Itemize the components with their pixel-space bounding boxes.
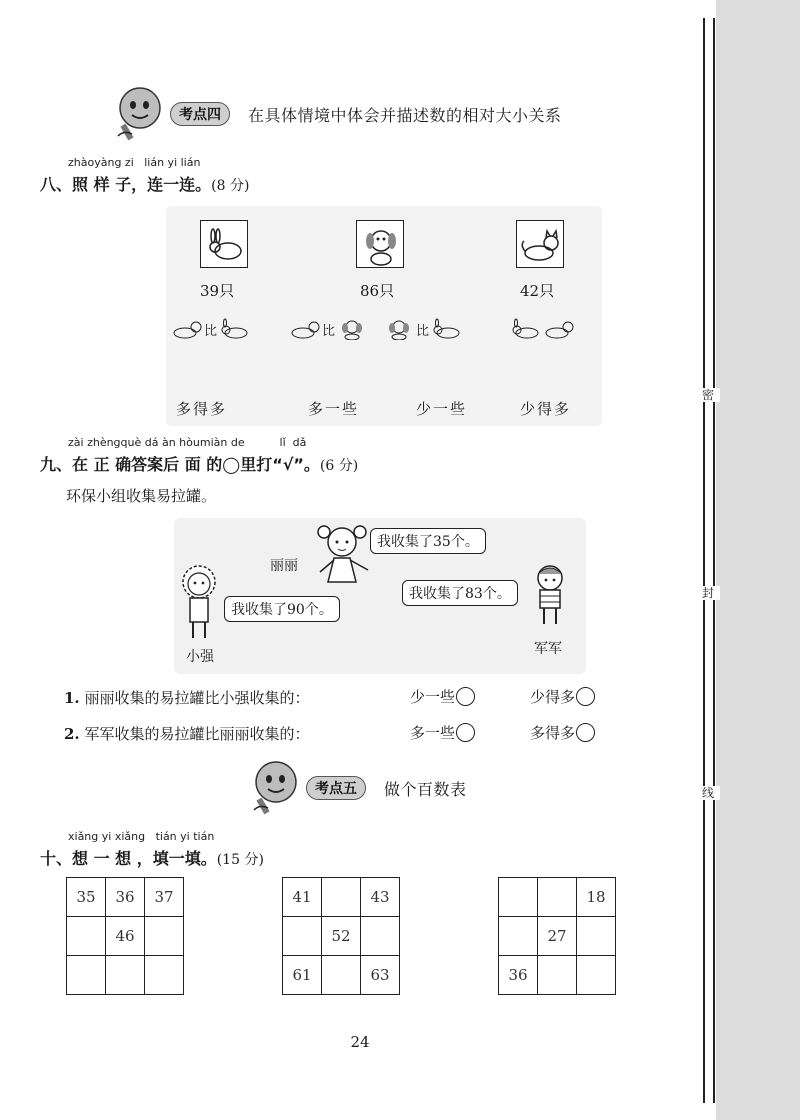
boy-xiaoqiang-icon — [176, 560, 222, 642]
answer-circle[interactable] — [576, 723, 595, 742]
grid-cell-blank[interactable] — [577, 956, 616, 995]
option-label: 多一些 — [410, 724, 456, 742]
cat-small-icon — [288, 318, 322, 340]
q8-pinyin: zhàoyàng zi lián yi lián — [68, 156, 201, 169]
q8-heading — [40, 172, 249, 195]
cat-icon — [517, 221, 565, 269]
q9-score: (6 分) — [319, 458, 359, 474]
binding-margin — [716, 0, 800, 1120]
option-label: 少得多 — [530, 688, 576, 706]
cat-box — [516, 220, 564, 268]
grid-cell-blank[interactable] — [538, 956, 577, 995]
option-much-less — [530, 686, 595, 707]
cat-small-icon — [170, 318, 204, 340]
rabbit-box — [200, 220, 248, 268]
kid-name-xiaoqiang: 小强 — [186, 649, 214, 665]
rabbit-small-icon — [217, 318, 251, 340]
grid-cell-blank[interactable] — [538, 878, 577, 917]
answer-option: 多得多 — [176, 400, 228, 418]
grid-cell-blank[interactable] — [361, 917, 400, 956]
rabbit-icon — [201, 221, 249, 269]
q8-label: 八、照 样 子，连一连。 — [40, 175, 212, 194]
margin-seal-feng: 封 — [696, 586, 720, 600]
compare-example — [170, 318, 251, 340]
pencil-mascot-icon — [110, 86, 166, 142]
grid-cell-blank[interactable] — [67, 956, 106, 995]
q9-heading — [40, 452, 358, 475]
topic-tag: 考点四 — [170, 102, 230, 126]
option-more-some — [410, 722, 475, 743]
grid-cell: 61 — [283, 956, 322, 995]
dog-count: 86只 — [360, 282, 395, 300]
grid-cell: 63 — [361, 956, 400, 995]
margin-seal-xian: 线 — [696, 786, 720, 800]
grid-cell-blank[interactable] — [577, 917, 616, 956]
answer-circle[interactable] — [456, 687, 475, 706]
cat-count: 42只 — [520, 282, 555, 300]
q9-intro: 环保小组收集易拉罐。 — [66, 487, 217, 505]
topic-tag: 考点五 — [306, 776, 366, 800]
speech-bubble-xiaoqiang: 我收集了90个。 — [224, 596, 340, 622]
grid-cell-blank[interactable] — [499, 917, 538, 956]
kid-name-junjun: 军军 — [534, 641, 562, 657]
topic-banner-5 — [246, 760, 467, 816]
margin-seal-mi: 密 — [696, 388, 720, 402]
dog-small-icon — [335, 318, 369, 340]
subquestion-text: 军军收集的易拉罐比丽丽收集的： — [84, 725, 310, 743]
pencil-mascot-icon — [246, 760, 302, 816]
q10-label: 十、想 一 想 ，填一填。 — [40, 849, 217, 868]
answer-circle[interactable] — [456, 723, 475, 742]
grid-cell-blank[interactable] — [145, 917, 184, 956]
compare-rabbit-dog — [288, 318, 369, 340]
answer-option: 多一些 — [308, 400, 360, 418]
margin-rule — [713, 18, 715, 1103]
compare-dog-rabbit — [382, 318, 463, 340]
grid-cell: 52 — [322, 917, 361, 956]
topic-banner-4 — [110, 86, 562, 142]
subquestion-number: 2. — [64, 725, 80, 743]
option-label: 多得多 — [530, 724, 576, 742]
grid-cell: 46 — [106, 917, 145, 956]
grid-cell-blank[interactable] — [145, 956, 184, 995]
grid-cell-blank[interactable] — [322, 878, 361, 917]
speech-bubble-junjun: 我收集了83个。 — [402, 580, 518, 606]
hundred-grid-3 — [498, 877, 616, 995]
compare-word: 比 — [204, 323, 218, 339]
grid-cell-blank[interactable] — [499, 878, 538, 917]
option-label: 少一些 — [410, 688, 456, 706]
girl-lili-icon — [312, 520, 376, 596]
answer-option: 少得多 — [520, 400, 572, 418]
kid-name-lili: 丽丽 — [270, 558, 298, 574]
grid-cell-blank[interactable] — [106, 956, 145, 995]
q8-score: (8 分) — [211, 178, 250, 194]
subquestion-number: 1. — [64, 689, 80, 707]
topic-title: 做个百数表 — [384, 779, 467, 799]
compare-word: 比 — [322, 323, 336, 339]
boy-junjun-icon — [530, 562, 570, 628]
topic-title: 在具体情境中体会并描述数的相对大小关系 — [248, 105, 562, 125]
rabbit-small-icon — [429, 318, 463, 340]
option-much-more — [530, 722, 595, 743]
hundred-grid-1 — [66, 877, 184, 995]
grid-cell-blank[interactable] — [283, 917, 322, 956]
grid-cell: 37 — [145, 878, 184, 917]
subquestion-1 — [64, 687, 309, 708]
grid-cell: 18 — [577, 878, 616, 917]
rabbit-count: 39只 — [200, 282, 235, 300]
subquestion-2 — [64, 723, 309, 744]
dog-small-icon — [382, 318, 416, 340]
q10-heading — [40, 846, 264, 869]
q9-pinyin: zài zhèngquè dá àn hòumiàn de lǐ dǎ — [68, 436, 307, 449]
compare-rabbit-cat — [508, 318, 576, 340]
grid-cell: 43 — [361, 878, 400, 917]
grid-cell: 35 — [67, 878, 106, 917]
grid-cell: 41 — [283, 878, 322, 917]
dog-icon — [357, 221, 405, 269]
margin-rule — [703, 18, 705, 1103]
q10-pinyin: xiǎng yi xiǎng tián yi tián — [68, 830, 215, 843]
grid-cell-blank[interactable] — [67, 917, 106, 956]
compare-word: 比 — [416, 323, 430, 339]
answer-option: 少一些 — [416, 400, 468, 418]
grid-cell: 36 — [106, 878, 145, 917]
rabbit-small-icon — [508, 318, 542, 340]
grid-cell: 36 — [499, 956, 538, 995]
hundred-grid-2 — [282, 877, 400, 995]
grid-cell-blank[interactable] — [322, 956, 361, 995]
dog-box — [356, 220, 404, 268]
speech-bubble-lili: 我收集了35个。 — [370, 528, 486, 554]
q10-score: (15 分) — [216, 852, 264, 868]
option-less-some — [410, 686, 475, 707]
answer-circle[interactable] — [576, 687, 595, 706]
cat-small-icon — [542, 318, 576, 340]
q9-label: 九、在 正 确答案后 面 的◯里打“√”。 — [40, 455, 320, 474]
subquestion-text: 丽丽收集的易拉罐比小强收集的： — [84, 689, 310, 707]
page-number: 24 — [350, 1033, 370, 1051]
grid-cell: 27 — [538, 917, 577, 956]
